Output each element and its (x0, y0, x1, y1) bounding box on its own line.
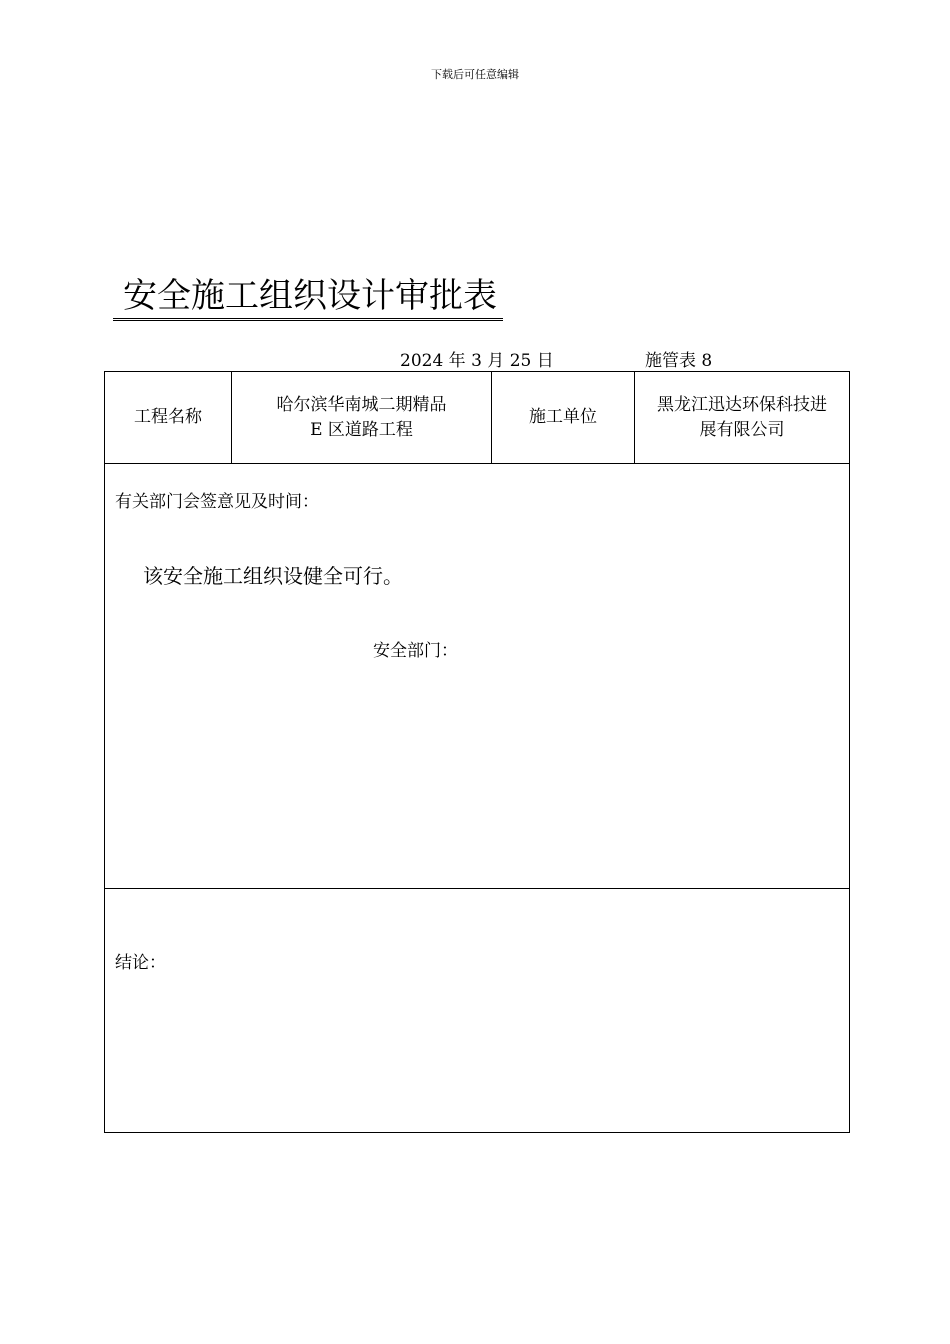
approval-table (104, 371, 850, 1133)
page-title: 安全施工组织设计审批表 (113, 276, 503, 321)
project-info-row (105, 372, 850, 464)
project-name-label-cell (105, 372, 232, 464)
opinion-text: 该安全施工组织设健全可行。 (143, 564, 403, 588)
form-number: 施管表 8 (645, 351, 713, 371)
contractor-label: 施工单位 (529, 407, 597, 427)
project-name-line2: E 区道路工程 (310, 419, 413, 440)
project-name-value-cell (232, 372, 492, 464)
conclusion-cell (105, 889, 850, 1133)
safety-department-label: 安全部门： (373, 641, 458, 661)
conclusion-label: 结论： (115, 953, 166, 973)
project-name-label: 工程名称 (134, 407, 202, 427)
contractor-value-cell (635, 372, 850, 464)
form-date: 2024 年 3 月 25 日 (400, 351, 554, 371)
contractor-line1: 黑龙江迅达环保科技进 (657, 394, 827, 415)
contractor-label-cell (492, 372, 635, 464)
opinion-cell (105, 464, 850, 889)
opinion-row (105, 464, 850, 889)
opinion-label: 有关部门会签意见及时间： (115, 492, 319, 512)
conclusion-row (105, 889, 850, 1133)
project-name-line1: 哈尔滨华南城二期精品 (276, 394, 447, 415)
header-note: 下载后可任意编辑 (431, 68, 519, 81)
contractor-line2: 展有限公司 (699, 419, 785, 440)
